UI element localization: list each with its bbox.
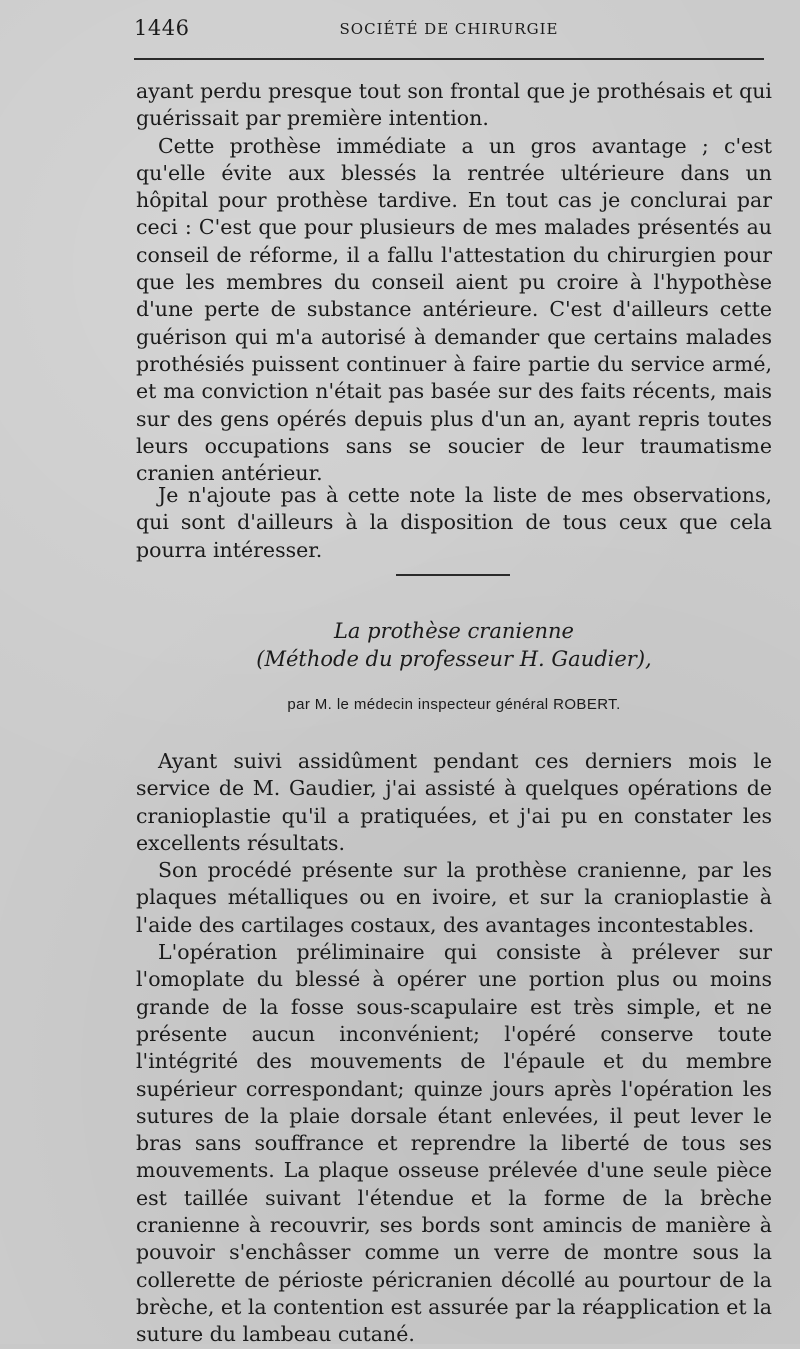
page-number: 1446 [134,16,190,40]
section-separator [396,574,510,576]
text-block-article [136,748,772,1349]
running-head: SOCIÉTÉ DE CHIRURGIE [339,20,559,38]
page-header [134,14,764,44]
paragraph: Son procédé présente sur la prothèse cranienne, par les plaques métalliques ou en ivoire, et sur la cranioplastie à l'aide des cartilages costaux, des avantages incontestables. [136,858,772,937]
article-title: La prothèse cranienne [333,619,574,643]
paragraph: ayant perdu presque tout son frontal que je prothésais et qui guérissait par première intention. [136,79,772,131]
paragraph: Je n'ajoute pas à cette note la liste de mes observations, qui sont d'ailleurs à la disposition de tous ceux que cela pourra intéresser. [136,483,772,562]
text-block-top [136,78,772,487]
article-subtitle: (Méthode du professeur H. Gaudier), [256,647,652,671]
paragraph: L'opération préliminaire qui consiste à prélever sur l'omoplate du blessé à opérer une portion plus ou moins grande de la fosse sous-scapulaire est très simple, et ne présente aucun inconvénient; l'opéré conserve toute l'intégrité des mouvements de l'épaule et du membre supérieur correspondant; quinze jours après l'opération les sutures de la plaie dorsale étant enlevées, il peut lever le bras sans souffrance et reprendre la liberté de tous ses mouvements. La plaque osseuse prélevée d'une seule pièce est taillée suivant l'étendue et la forme de la brèche cranienne à recouvrir, ses bords sont amincis de manière à pouvoir s'enchâsser comme un verre de montre sous la collerette de périoste péricranien décollé au pourtour de la brèche, et la contention est assurée par la réapplication et la suture du lambeau cutané. [136,940,772,1347]
header-rule [134,58,764,60]
paragraph: Ayant suivi assidûment pendant ces derniers mois le service de M. Gaudier, j'ai assisté à quelques opérations de cranioplastie qu'il a pratiquées, et j'ai pu en constater les excellents résultats. [136,749,772,855]
paragraph: Cette prothèse immédiate a un gros avantage ; c'est qu'elle évite aux blessés la rentrée ultérieure dans un hôpital pour prothèse tardive. En tout cas je conclurai par ceci : C'est que pour plusieurs de mes malades présentés au conseil de réforme, il a fallu l'attestation du chirurgien pour que les membres du conseil aient pu croire à l'hypothèse d'une perte de substance antérieure. C'est d'ailleurs cette guérison qui m'a autorisé à demander que certains malades prothésiés puissent continuer à faire partie du service armé, et ma conviction n'était pas basée sur des faits récents, mais sur des gens opérés depuis plus d'un an, ayant repris toutes leurs occupations sans se soucier de leur traumatisme cranien antérieur. [136,133,772,486]
text-block-closing [136,482,772,564]
article-byline: par M. le médecin inspecteur général ROBERT. [287,696,621,713]
